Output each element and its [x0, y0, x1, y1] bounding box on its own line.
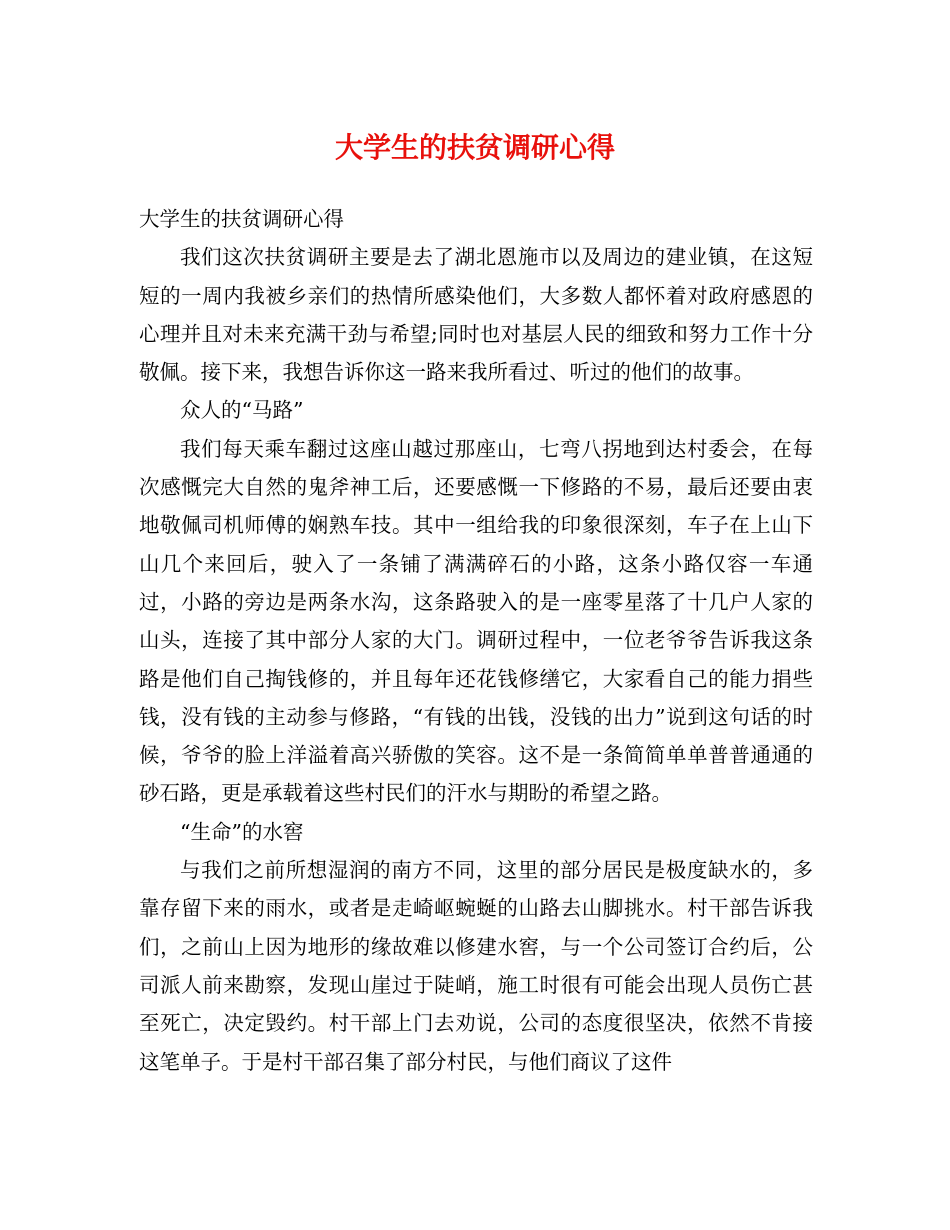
- document-body: [139, 200, 813, 1081]
- section-heading-water-cellar: “生命”的水窖: [180, 819, 304, 844]
- document-title: 大学生的扶贫调研心得: [334, 131, 615, 164]
- paragraph-intro: 我们这次扶贫调研主要是去了湖北恩施市以及周边的建业镇，在这短短的一周内我被乡亲们的热情所感染他们，大多数人都怀着对政府感恩的心理并且对未来充满干劲与希望;同时也对基层人民的细致和努力工作十分敬佩。接下来，我想告诉你这一路来我所看过、听过的他们的故事。: [139, 245, 813, 385]
- section-heading-road: 众人的“马路”: [180, 398, 304, 423]
- paragraph-road: 我们每天乘车翻过这座山越过那座山，七弯八拐地到达村委会，在每次感慨完大自然的鬼斧神工后，还要感慨一下修路的不易，最后还要由衷地敬佩司机师傅的娴熟车技。其中一组给我的印象很深刻，车子在上山下山几个来回后，驶入了一条铺了满满碎石的小路，这条小路仅容一车通过，小路的旁边是两条水沟，这条路驶入的是一座零星落了十几户人家的山头，连接了其中部分人家的大门。调研过程中，一位老爷爷告诉我这条路是他们自己掏钱修的，并且每年还花钱修缮它，大家看自己的能力捐些钱，没有钱的主动参与修路，“有钱的出钱，没钱的出力”说到这句话的时候，爷爷的脸上洋溢着高兴骄傲的笑容。这不是一条简简单单普普通通的砂石路，更是承载着这些村民们的汗水与期盼的希望之路。: [139, 436, 813, 806]
- body-heading-line: 大学生的扶贫调研心得: [139, 207, 344, 231]
- paragraph-water-cellar: 与我们之前所想湿润的南方不同，这里的部分居民是极度缺水的，多靠存留下来的雨水，或者是走崎岖蜿蜒的山路去山脚挑水。村干部告诉我们，之前山上因为地形的缘故难以修建水窖，与一个公司签订合约后，公司派人前来勘察，发现山崖过于陡峭，施工时很有可能会出现人员伤亡甚至死亡，决定毁约。村干部上门去劝说，公司的态度很坚决，依然不肯接这笔单子。于是村干部召集了部分村民，与他们商议了这件: [139, 858, 813, 1074]
